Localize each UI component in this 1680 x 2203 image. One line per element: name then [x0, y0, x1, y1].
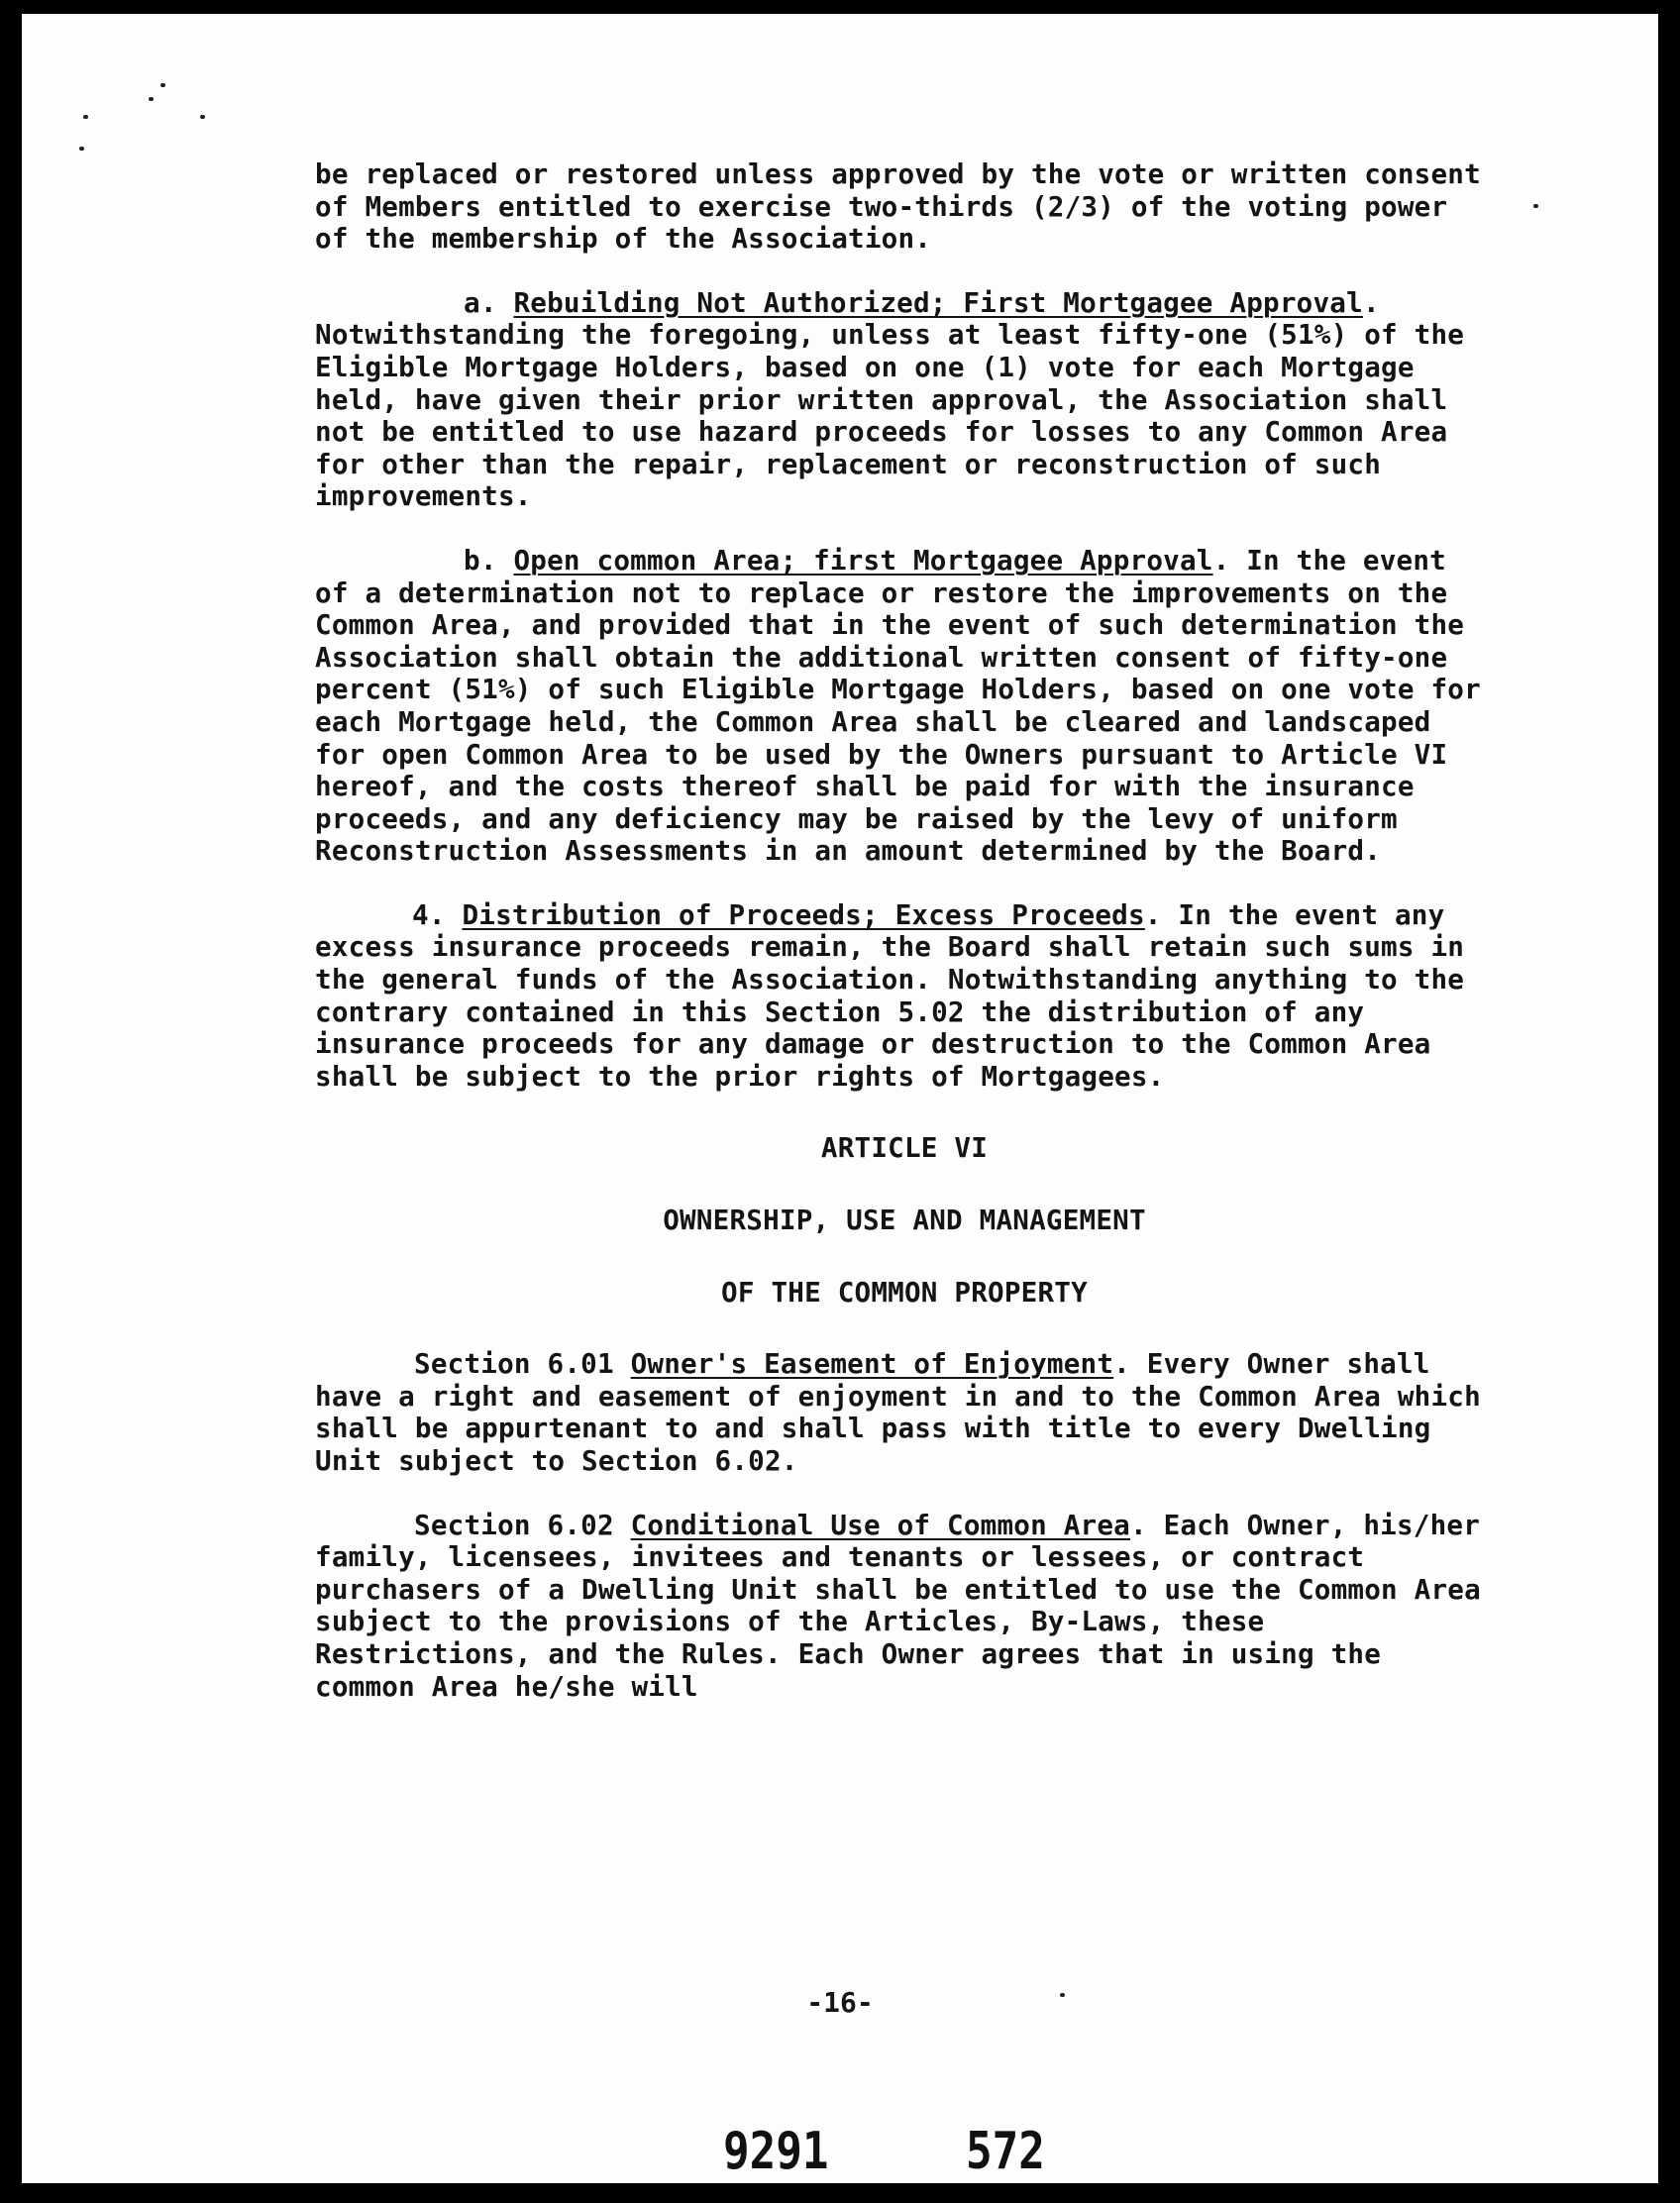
- section-6-01-body: . Every Owner shall have a right and easement of enjoyment in and to the Common Area which shall be appurtenant to and shall pass with title to every Dwelling Unit subject to Section 6.02.: [315, 1347, 1481, 1477]
- stamp-number-left: 9291: [723, 2122, 829, 2181]
- scan-speck: [83, 115, 88, 119]
- paragraph-b-prefix: b.: [464, 543, 497, 577]
- paragraph-4-heading: Distribution of Proceeds; Excess Proceeds: [462, 897, 1145, 931]
- section-6-01-prefix: Section 6.01: [414, 1347, 614, 1381]
- scan-speck: [160, 83, 165, 87]
- paragraph-a-heading: Rebuilding Not Authorized; First Mortgagee Approval: [513, 285, 1363, 319]
- section-6-01: [315, 1348, 1494, 1477]
- section-6-01-heading: Owner's Easement of Enjoyment: [630, 1347, 1114, 1381]
- paragraph-intro: be replaced or restored unless approved by the vote or written consent of Members entitled to exercise two-thirds (2/3) of the voting power of the membership of the Association.: [315, 157, 1481, 256]
- section-6-02-heading: Conditional Use of Common Area: [630, 1508, 1130, 1541]
- scan-speck: [1533, 204, 1538, 208]
- paragraph-4-body: . In the event any excess insurance proceeds remain, the Board shall retain such sums in the general funds of the Association. Notwithstanding anything to the contrary contained in this Section 5.02 the distribution of any insurance proceeds for any damage or destruction to the Common Area shall be subject to the prior rights of Mortgagees.: [315, 897, 1465, 1093]
- article-title-line1: OWNERSHIP, USE AND MANAGEMENT: [663, 1204, 1146, 1237]
- scan-speck: [149, 97, 154, 101]
- paragraph-a: [315, 287, 1494, 513]
- paragraph-4-prefix: 4.: [412, 897, 446, 931]
- document-body: [315, 158, 1494, 1734]
- section-6-02: [315, 1510, 1494, 1704]
- section-6-02-body: . Each Owner, his/her family, licensees, invitees and tenants or lessees, or contract purchasers of a Dwelling Unit shall be entitled to use the Common Area subject to the provisions of the Articles, By-Laws, these Restrictions, and the Rules. Each Owner agrees that in using the common Area he/she will: [315, 1508, 1481, 1703]
- stamp-number-right: 572: [966, 2122, 1045, 2181]
- paragraph-4: [315, 899, 1494, 1094]
- page-number: -16-: [806, 1986, 874, 2019]
- paragraph-b-heading: Open common Area; first Mortgagee Approval: [513, 543, 1213, 577]
- scan-speck: [79, 147, 84, 151]
- paragraph-b-body: . In the event of a determination not to replace or restore the improvements on the Common Area, and provided that in the event of such determination the Association shall obtain the additional written consent of fifty-one percent (51%) of such Eligible Mortgage Holders, based on one vote for each Mortgage held, the Common Area shall be cleared and landscaped for open Common Area to be used by the Owners pursuant to Article VI hereof, and the costs thereof shall be paid for with the insurance proceeds, and any deficiency may be raised by the levy of uniform Reconstruction Assessments in an amount determined by the Board.: [315, 543, 1481, 868]
- paragraph-a-body: . Notwithstanding the foregoing, unless at least fifty-one (51%) of the Eligible Mortgage Holders, based on one (1) vote for each Mortgage held, have given their prior written approval, the Association shall not be entitled to use hazard proceeds for losses to any Common Area for other than the repair, replacement or reconstruction of such improvements.: [315, 285, 1465, 513]
- paragraph-a-prefix: a.: [464, 285, 497, 319]
- scan-speck: [200, 115, 205, 119]
- paragraph-b: [315, 545, 1494, 868]
- article-title-line2: OF THE COMMON PROPERTY: [721, 1275, 1088, 1309]
- section-6-02-prefix: Section 6.02: [414, 1508, 614, 1541]
- article-number: ARTICLE VI: [820, 1131, 989, 1165]
